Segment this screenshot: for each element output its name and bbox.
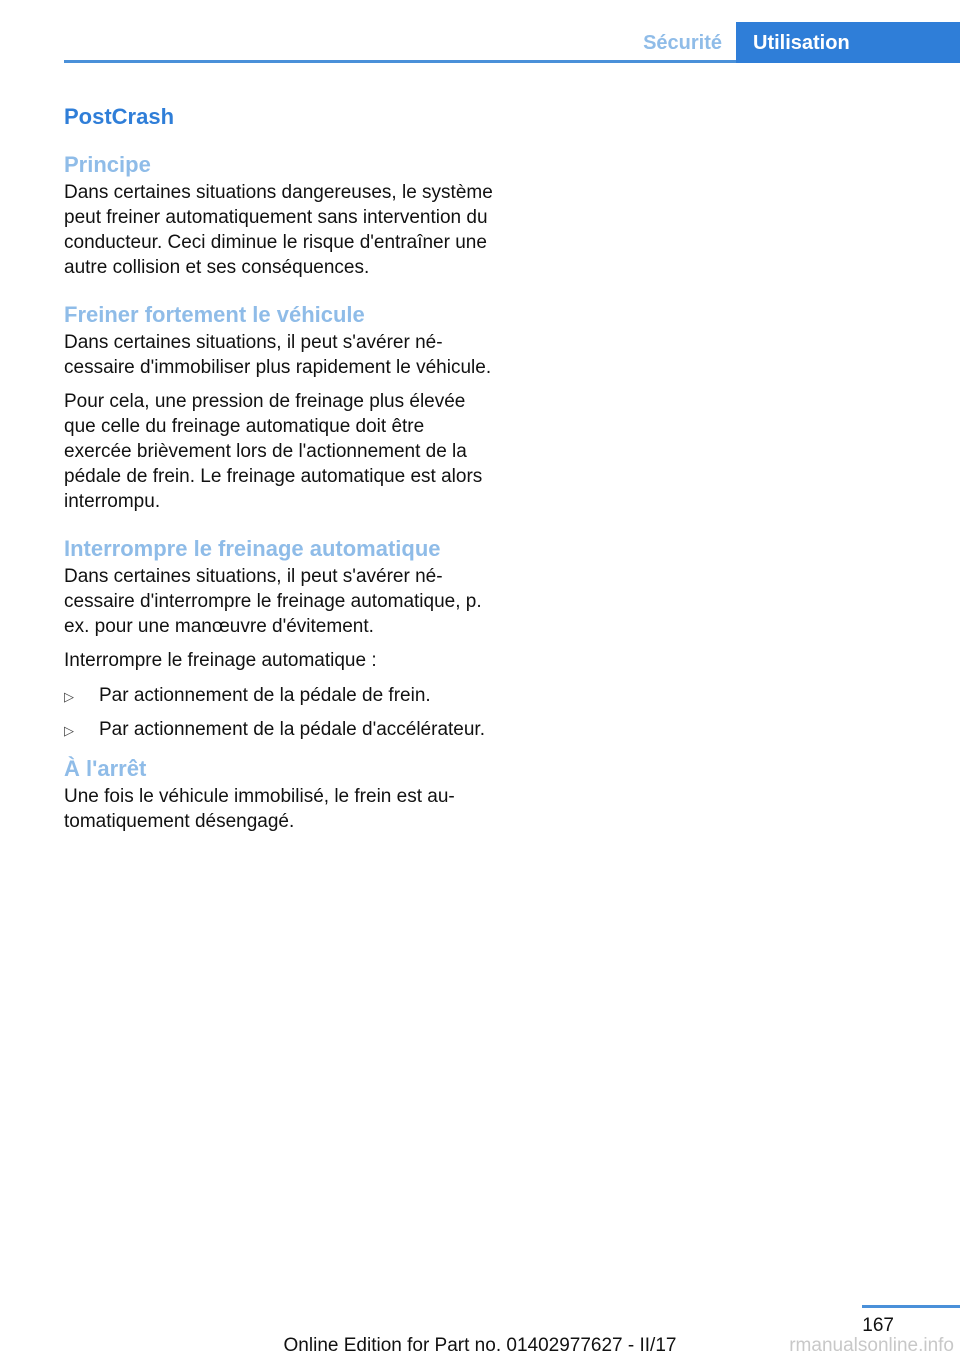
heading-freiner: Freiner fortement le véhicule — [64, 302, 365, 327]
main-content — [64, 100, 494, 834]
tab-section[interactable]: Sécurité — [643, 32, 722, 54]
edition-note: Online Edition for Part no. 01402977627 - II/17 — [283, 1335, 677, 1356]
heading-principe: Principe — [64, 152, 151, 177]
heading-arret: À l'arrêt — [64, 756, 147, 781]
footer-rule — [862, 1305, 960, 1308]
paragraph: Pour cela, une pression de freinage plus élevée que celle du freinage automatique doit être exercée brièvement lors de l'actionnement de la pédale de frein. Le freinage automatique est alors interrompu. — [64, 391, 483, 512]
paragraph: Dans certaines situations, il peut s'avérer nécessaire d'interrompre le freinage automatique, p. ex. pour une manœuvre d'évitement. — [64, 566, 482, 637]
paragraph: Interrompre le freinage automatique : — [64, 650, 377, 671]
watermark: rmanualsonline.info — [789, 1335, 954, 1356]
paragraph: Une fois le véhicule immobilisé, le frein est automatiquement désengagé. — [64, 786, 455, 832]
paragraph: Dans certaines situations dangereuses, le système peut freiner automatiquement sans intervention du conducteur. Ceci diminue le risque d'entraîner une autre collision et ses conséquences. — [64, 182, 493, 278]
paragraph: Dans certaines situations, il peut s'avérer nécessaire d'immobiliser plus rapidement le véhicule. — [64, 332, 492, 378]
page-number: 167 — [862, 1315, 894, 1336]
list-item-text: Par actionnement de la pédale de frein. — [99, 685, 431, 706]
list-item-text: Par actionnement de la pédale d'accélérateur. — [99, 719, 485, 740]
page-title: PostCrash — [64, 104, 175, 129]
triangle-bullet-icon: ▷ — [64, 689, 74, 704]
list-item — [64, 717, 494, 742]
list-item — [64, 683, 494, 708]
heading-interrompre: Interrompre le freinage automatique — [64, 536, 441, 561]
triangle-bullet-icon: ▷ — [64, 723, 74, 738]
tab-chapter[interactable]: Utilisation — [736, 22, 960, 63]
bullet-list — [64, 683, 494, 742]
